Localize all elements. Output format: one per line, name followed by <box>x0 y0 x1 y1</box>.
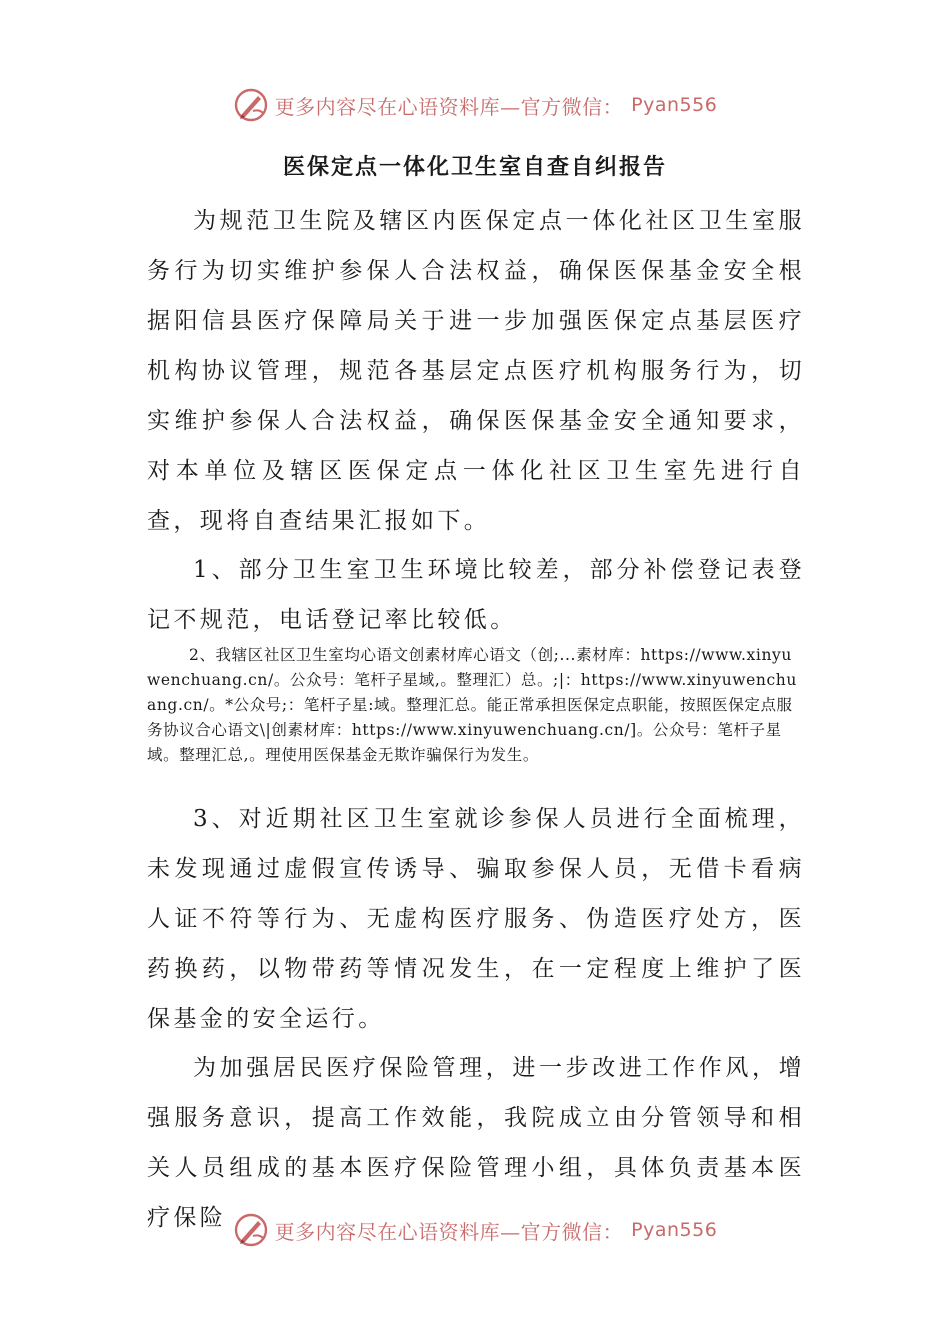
watermark-handle: Pyan556 <box>631 1219 718 1241</box>
document-title: 医保定点一体化卫生室自查自纠报告 <box>282 155 667 180</box>
pen-logo-icon <box>233 87 269 123</box>
watermark-text: 更多内容尽在心语资料库—官方微信： <box>274 1219 624 1244</box>
paragraph-item-3: 3、对近期社区卫生室就诊参保人员进行全面梳理，未发现通过虚假宣传诱导、骗取参保人员，无借卡看病人证不符等行为、无虚构医疗服务、伪造医疗处方，医药换药，以物带药等情况发生，在一定程度上维护了医保基金的安全运行。 <box>147 806 805 1032</box>
pen-logo-icon <box>233 1212 269 1248</box>
paragraph-management: 为加强居民医疗保险管理，进一步改进工作作风，增强服务意识，提高工作效能，我院成立由分管领导和相关人员组成的基本医疗保险管理小组，具体负责基本医疗保险 <box>147 1055 805 1231</box>
watermark-handle: Pyan556 <box>631 94 718 116</box>
watermark-text: 更多内容尽在心语资料库—官方微信： <box>274 94 624 119</box>
paragraph-intro: 为规范卫生院及辖区内医保定点一体化社区卫生室服务行为切实维护参保人合法权益，确保医保基金安全根据阳信县医疗保障局关于进一步加强医保定点基层医疗机构协议管理，规范各基层定点医疗机构服务行为，切实维护参保人合法权益，确保医保基金安全通知要求，对本单位及辖区医保定点一体化社区卫生室先进行自查，现将自查结果汇报如下。 <box>147 208 805 534</box>
paragraph-item-2: 2、我辖区社区卫生室均心语文创素材库心语文（创;...素材库：https://www.xinyuwenchuang.cn/。公众号：笔杆子星域,。整理汇）总。;|：https://www.xinyuwenchuang.cn/。*公众号;：笔杆子星:域。整理汇总。能正常承担医保定点职能，按照医保定点服务协议合心语文\|创素材库：https://www.xinyuwenchuang.cn/]。公众号：笔杆子星域。整理汇总,。理使用医保基金无欺诈骗保行为发生。 <box>147 646 797 764</box>
paragraph-item-1: 1、部分卫生室卫生环境比较差，部分补偿登记表登记不规范，电话登记率比较低。 <box>147 557 805 633</box>
footer-watermark <box>0 1208 950 1252</box>
header-watermark <box>0 83 950 127</box>
